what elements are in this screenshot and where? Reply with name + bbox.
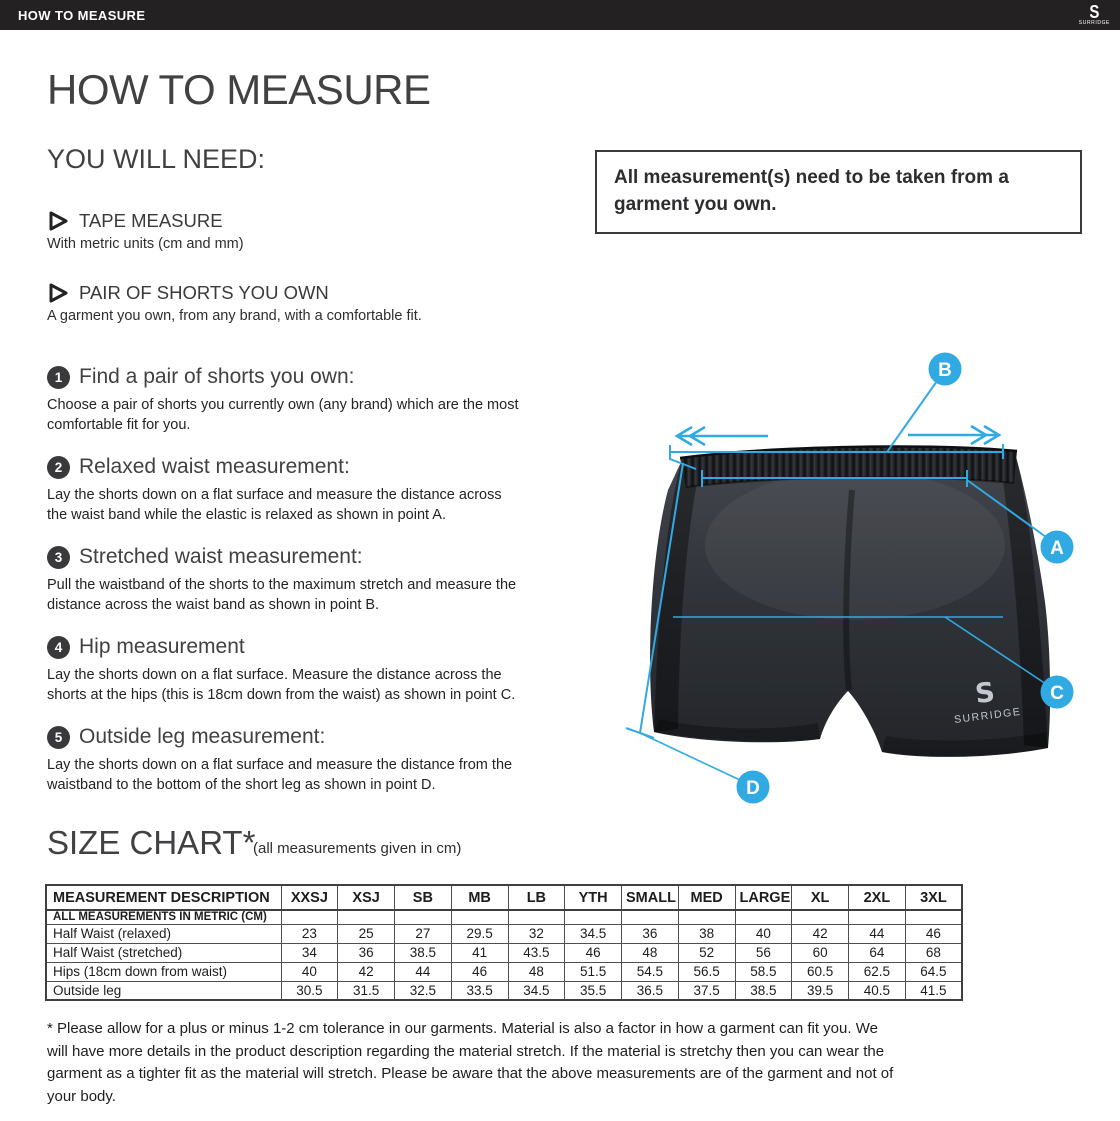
size-value-cell: 25 <box>338 924 395 943</box>
size-value-cell: 64 <box>849 943 906 962</box>
empty-cell <box>565 910 622 924</box>
size-value-cell: 62.5 <box>849 962 906 981</box>
step-4 <box>47 635 537 705</box>
point-marker-a <box>1041 531 1074 564</box>
step-description: Choose a pair of shorts you currently own (any brand) which are the most comfortable fit for you. <box>47 397 519 433</box>
point-marker-b <box>929 353 962 386</box>
step-5 <box>47 725 537 795</box>
size-chart-row <box>46 981 962 1000</box>
note-text: All measurement(s) need to be taken from a garment you own. <box>614 167 1009 215</box>
size-value-cell: 68 <box>905 943 962 962</box>
empty-cell <box>508 910 565 924</box>
size-value-cell: 38 <box>678 924 735 943</box>
step-1 <box>47 365 537 435</box>
empty-cell <box>678 910 735 924</box>
size-value-cell: 36.5 <box>622 981 679 1000</box>
empty-cell <box>395 910 452 924</box>
size-value-cell: 60.5 <box>792 962 849 981</box>
size-value-cell: 34.5 <box>508 981 565 1000</box>
measurement-label: Hips (18cm down from waist) <box>46 962 281 981</box>
size-value-cell: 64.5 <box>905 962 962 981</box>
size-chart-row <box>46 924 962 943</box>
step-description: Pull the waistband of the shorts to the maximum stretch and measure the distance across the waist band as shown in point B. <box>47 577 517 613</box>
size-column-header: 2XL <box>849 885 906 910</box>
size-column-header: YTH <box>565 885 622 910</box>
size-value-cell: 42 <box>338 962 395 981</box>
metric-note-row <box>46 910 962 924</box>
size-chart-row <box>46 962 962 981</box>
size-value-cell: 48 <box>622 943 679 962</box>
measurement-label: Half Waist (stretched) <box>46 943 281 962</box>
play-triangle-icon <box>47 282 69 304</box>
surridge-logo-icon: S SURRIDGE <box>1078 1 1110 26</box>
size-value-cell: 43.5 <box>508 943 565 962</box>
empty-cell <box>281 910 338 924</box>
size-value-cell: 51.5 <box>565 962 622 981</box>
page-title: HOW TO MEASURE <box>47 66 431 113</box>
size-column-header: XXSJ <box>281 885 338 910</box>
step-number-badge: 1 <box>47 366 70 389</box>
size-value-cell: 32 <box>508 924 565 943</box>
size-value-cell: 41 <box>451 943 508 962</box>
measurement-label: Half Waist (relaxed) <box>46 924 281 943</box>
step-number-badge: 5 <box>47 726 70 749</box>
top-bar <box>0 0 1120 30</box>
size-value-cell: 36 <box>622 924 679 943</box>
size-column-header: XL <box>792 885 849 910</box>
size-column-header: MED <box>678 885 735 910</box>
step-title: Hip measurement <box>79 635 245 658</box>
size-value-cell: 34.5 <box>565 924 622 943</box>
need-item-description: A garment you own, from any brand, with a comfortable fit. <box>47 308 422 324</box>
size-value-cell: 46 <box>905 924 962 943</box>
step-title: Relaxed waist measurement: <box>79 455 350 478</box>
need-item-description: With metric units (cm and mm) <box>47 236 244 252</box>
size-value-cell: 52 <box>678 943 735 962</box>
empty-cell <box>622 910 679 924</box>
you-will-need-heading: YOU WILL NEED: <box>47 144 266 174</box>
size-chart-header-row <box>46 885 962 910</box>
size-value-cell: 56 <box>735 943 792 962</box>
svg-text:B: B <box>938 360 952 381</box>
measurement-label: Outside leg <box>46 981 281 1000</box>
step-description: Lay the shorts down on a flat surface and measure the distance from the waistband to the bottom of the short leg as shown in point D. <box>47 757 513 793</box>
topbar-title: HOW TO MEASURE <box>18 7 146 23</box>
need-item-label: TAPE MEASURE <box>79 210 223 231</box>
size-value-cell: 33.5 <box>451 981 508 1000</box>
size-value-cell: 32.5 <box>395 981 452 1000</box>
size-value-cell: 40 <box>735 924 792 943</box>
size-value-cell: 41.5 <box>905 981 962 1000</box>
size-value-cell: 42 <box>792 924 849 943</box>
svg-text:D: D <box>746 778 760 799</box>
size-value-cell: 60 <box>792 943 849 962</box>
empty-cell <box>735 910 792 924</box>
size-column-header: SMALL <box>622 885 679 910</box>
footnote: * Please allow for a plus or minus 1-2 cm tolerance in our garments. Material is also a factor in how a garment can fit you. We will have more details in the product description regarding the material stretch. If the material is stretchy then you can wear the garment as a tighter fit as the material will stretch. Please be aware that the above measurements are of the garment and not of your body. <box>47 1020 894 1105</box>
size-chart-row <box>46 943 962 962</box>
stretch-arrow-left-icon <box>677 427 768 445</box>
svg-text:S: S <box>973 676 997 711</box>
empty-cell <box>849 910 906 924</box>
size-value-cell: 44 <box>849 924 906 943</box>
size-value-cell: 48 <box>508 962 565 981</box>
step-number-badge: 3 <box>47 546 70 569</box>
need-item-label: PAIR OF SHORTS YOU OWN <box>79 282 329 303</box>
step-description: Lay the shorts down on a flat surface. Measure the distance across the shorts at the hips (this is 18cm down from the waist) as shown in point C. <box>47 667 516 703</box>
size-value-cell: 54.5 <box>622 962 679 981</box>
size-value-cell: 44 <box>395 962 452 981</box>
metric-note: ALL MEASUREMENTS IN METRIC (CM) <box>46 910 281 924</box>
need-item-tape-measure <box>47 210 244 252</box>
size-value-cell: 58.5 <box>735 962 792 981</box>
svg-text:SURRIDGE: SURRIDGE <box>953 705 1022 726</box>
size-value-cell: 46 <box>565 943 622 962</box>
size-value-cell: 36 <box>338 943 395 962</box>
point-marker-d <box>737 771 770 804</box>
size-chart <box>45 884 963 1001</box>
size-value-cell: 23 <box>281 924 338 943</box>
empty-cell <box>792 910 849 924</box>
size-value-cell: 31.5 <box>338 981 395 1000</box>
size-value-cell: 38.5 <box>395 943 452 962</box>
stretch-arrow-right-icon <box>908 426 999 444</box>
size-column-header: LARGE <box>735 885 792 910</box>
size-value-cell: 29.5 <box>451 924 508 943</box>
size-column-header: MB <box>451 885 508 910</box>
step-3 <box>47 545 537 615</box>
step-number-badge: 2 <box>47 456 70 479</box>
shorts-measurement-diagram <box>620 340 1120 820</box>
measurement-description-header: MEASUREMENT DESCRIPTION <box>46 885 281 910</box>
size-value-cell: 56.5 <box>678 962 735 981</box>
size-column-header: LB <box>508 885 565 910</box>
play-triangle-icon <box>47 210 69 232</box>
size-column-header: XSJ <box>338 885 395 910</box>
size-value-cell: 40.5 <box>849 981 906 1000</box>
size-value-cell: 38.5 <box>735 981 792 1000</box>
step-number-badge: 4 <box>47 636 70 659</box>
step-title: Stretched waist measurement: <box>79 545 363 568</box>
step-description: Lay the shorts down on a flat surface and measure the distance across the waist band while the elastic is relaxed as shown in point A. <box>47 487 502 523</box>
svg-text:C: C <box>1050 683 1064 704</box>
need-item-shorts <box>47 282 422 324</box>
note-box <box>595 150 1082 234</box>
svg-text:A: A <box>1050 538 1064 559</box>
size-chart-subheading: (all measurements given in cm) <box>253 840 462 857</box>
empty-cell <box>451 910 508 924</box>
size-value-cell: 27 <box>395 924 452 943</box>
size-value-cell: 35.5 <box>565 981 622 1000</box>
size-value-cell: 39.5 <box>792 981 849 1000</box>
step-title: Find a pair of shorts you own: <box>79 365 355 388</box>
empty-cell <box>905 910 962 924</box>
size-column-header: SB <box>395 885 452 910</box>
step-title: Outside leg measurement: <box>79 725 326 748</box>
step-2 <box>47 455 537 525</box>
size-value-cell: 40 <box>281 962 338 981</box>
size-column-header: 3XL <box>905 885 962 910</box>
size-value-cell: 30.5 <box>281 981 338 1000</box>
size-chart-heading: SIZE CHART* <box>47 824 256 861</box>
size-value-cell: 34 <box>281 943 338 962</box>
empty-cell <box>338 910 395 924</box>
point-marker-c <box>1041 676 1074 709</box>
size-value-cell: 37.5 <box>678 981 735 1000</box>
size-value-cell: 46 <box>451 962 508 981</box>
